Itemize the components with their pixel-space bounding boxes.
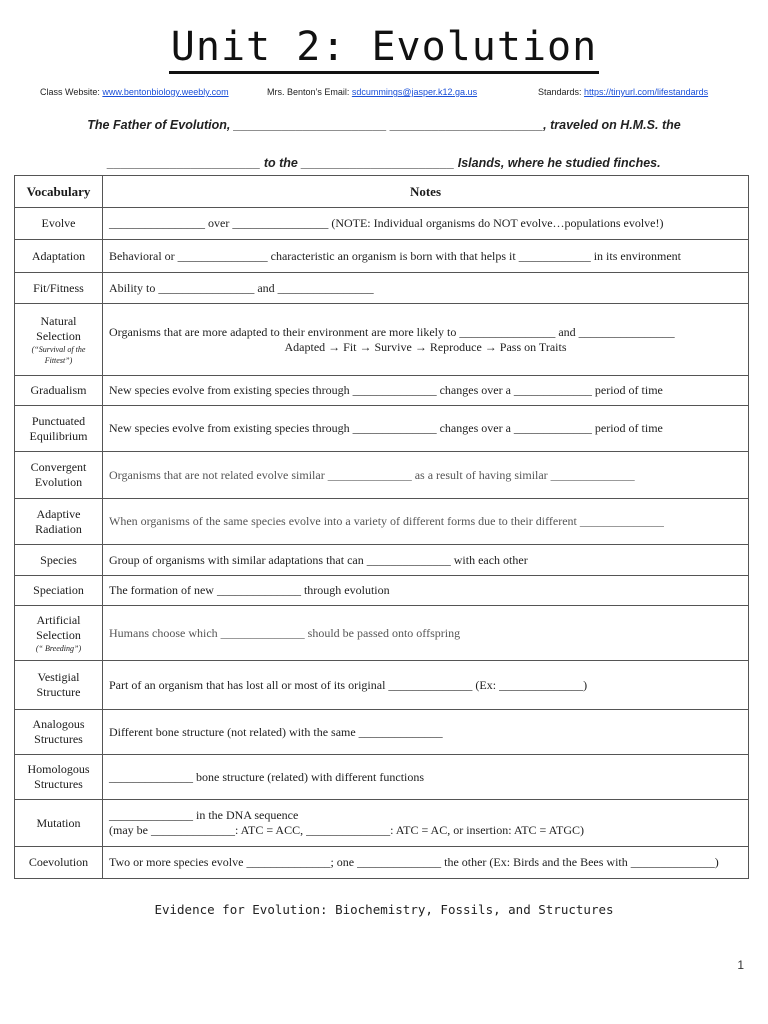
vocab-term-label: Fit/Fitness bbox=[33, 280, 84, 295]
notes-line: Humans choose which ______________ should be passed onto offspring bbox=[109, 625, 461, 640]
notes-line: Part of an organism that has lost all or most of its original ______________ (Ex: ______________) bbox=[109, 677, 588, 692]
table-header-row bbox=[15, 176, 749, 208]
vocabulary-table bbox=[14, 175, 749, 879]
vocab-term-label: Vestigial Structure bbox=[36, 670, 81, 699]
vocab-term bbox=[15, 847, 103, 879]
vocab-notes bbox=[103, 545, 749, 576]
notes-line: Group of organisms with similar adaptations that can ______________ with each other bbox=[109, 552, 528, 567]
table-row bbox=[15, 376, 749, 406]
vocab-term bbox=[15, 499, 103, 545]
vocab-term-label: Analogous Structures bbox=[32, 717, 85, 746]
table-row bbox=[15, 800, 749, 847]
vocab-term-label: Punctuated Equilibrium bbox=[29, 413, 88, 443]
table-row bbox=[15, 240, 749, 273]
notes-line: Behavioral or _______________ characteristic an organism is born with that helps it ____________ in its environment bbox=[109, 248, 682, 263]
website-info bbox=[40, 87, 229, 97]
vocab-term bbox=[15, 304, 103, 376]
standards-link[interactable]: https://tinyurl.com/lifestandards bbox=[584, 87, 709, 97]
table-row bbox=[15, 406, 749, 452]
notes-header: Notes bbox=[103, 176, 749, 208]
table-row bbox=[15, 208, 749, 240]
notes-line: New species evolve from existing species through ______________ changes over a _____________ period of time bbox=[109, 421, 663, 435]
vocab-term bbox=[15, 273, 103, 304]
vocab-notes bbox=[103, 755, 749, 800]
vocab-notes bbox=[103, 576, 749, 606]
vocab-term-subtitle: (“ Breeding”) bbox=[35, 643, 82, 653]
vocab-term-label: Speciation bbox=[33, 583, 84, 597]
vocab-term bbox=[15, 452, 103, 499]
notes-line: ______________ in the DNA sequence bbox=[109, 808, 299, 822]
vocab-term-label: Artificial Selection bbox=[36, 612, 81, 642]
intro-line-1: The Father of Evolution, ______________________ ______________________, traveled on H.M.S. the bbox=[87, 118, 681, 132]
footer-evidence: Evidence for Evolution: Biochemistry, Fossils, and Structures bbox=[154, 902, 614, 917]
table-row bbox=[15, 661, 749, 710]
vocab-term-subtitle: (“Survival of the Fittest”) bbox=[31, 344, 86, 365]
vocab-notes bbox=[103, 847, 749, 879]
vocab-notes bbox=[103, 304, 749, 376]
vocab-term-label: Coevolution bbox=[28, 855, 89, 869]
vocab-notes bbox=[103, 661, 749, 710]
vocab-notes bbox=[103, 710, 749, 755]
email-label: Mrs. Benton’s Email: bbox=[267, 87, 352, 97]
email-info bbox=[267, 87, 477, 97]
vocab-term bbox=[15, 576, 103, 606]
vocab-term bbox=[15, 406, 103, 452]
vocab-term-label: Gradualism bbox=[30, 383, 87, 397]
vocab-term-label: Adaptation bbox=[31, 248, 86, 263]
table-row bbox=[15, 847, 749, 879]
intro-line-2: ______________________ to the ______________________ Islands, where he studied finches. bbox=[107, 156, 661, 170]
vocab-notes bbox=[103, 406, 749, 452]
notes-line: Different bone structure (not related) with the same ______________ bbox=[109, 724, 443, 739]
notes-line: Organisms that are not related evolve similar ______________ as a result of having similar ______________ bbox=[109, 467, 635, 482]
website-label: Class Website: bbox=[40, 87, 103, 97]
notes-line: (may be ______________: ATC = ACC, ______________: ATC = AC, or insertion: ATC = ATGC) bbox=[109, 823, 584, 837]
standards-info bbox=[538, 87, 708, 97]
vocab-term bbox=[15, 661, 103, 710]
notes-line: Two or more species evolve ______________; one ______________ the other (Ex: Birds and the Bees with ______________) bbox=[109, 855, 719, 869]
table-row bbox=[15, 452, 749, 499]
vocab-term bbox=[15, 606, 103, 661]
vocab-term bbox=[15, 800, 103, 847]
table-row bbox=[15, 545, 749, 576]
page-title: Unit 2: Evolution bbox=[0, 24, 768, 74]
table-row bbox=[15, 606, 749, 661]
vocab-term-label: Adaptive Radiation bbox=[35, 506, 82, 536]
table-row bbox=[15, 499, 749, 545]
info-bar bbox=[0, 87, 768, 101]
vocab-term-label: Homologous Structures bbox=[27, 762, 90, 791]
table-row bbox=[15, 710, 749, 755]
email-link[interactable]: sdcummings@jasper.k12.ga.us bbox=[351, 87, 478, 97]
vocab-notes bbox=[103, 499, 749, 545]
vocab-term bbox=[15, 208, 103, 240]
vocab-term bbox=[15, 710, 103, 755]
vocab-term-label: Mutation bbox=[36, 815, 81, 830]
vocab-term bbox=[15, 376, 103, 406]
vocab-term-label: Evolve bbox=[41, 216, 76, 230]
notes-line: Organisms that are more adapted to their environment are more likely to ________________ and ________________ bbox=[109, 324, 675, 339]
vocab-term-label: Species bbox=[40, 552, 77, 567]
notes-line: Ability to ________________ and ________________ bbox=[109, 280, 374, 295]
vocab-notes bbox=[103, 208, 749, 240]
vocab-notes bbox=[103, 376, 749, 406]
vocab-notes bbox=[103, 240, 749, 273]
vocab-notes bbox=[103, 452, 749, 499]
vocabulary-body bbox=[15, 208, 749, 879]
notes-line: ________________ over ________________ (NOTE: Individual organisms do NOT evolve…populations evolve!) bbox=[109, 216, 664, 230]
vocab-notes bbox=[103, 800, 749, 847]
vocab-term-label: Natural Selection bbox=[36, 313, 81, 343]
standards-label: Standards: bbox=[538, 87, 585, 97]
vocab-term bbox=[15, 240, 103, 273]
table-row bbox=[15, 576, 749, 606]
table-row bbox=[15, 273, 749, 304]
vocab-notes bbox=[103, 273, 749, 304]
table-row bbox=[15, 304, 749, 376]
notes-line: New species evolve from existing species through ______________ changes over a _____________ period of time bbox=[109, 383, 663, 397]
vocab-term bbox=[15, 755, 103, 800]
vocab-header: Vocabulary bbox=[15, 176, 103, 208]
notes-line: When organisms of the same species evolve into a variety of different forms due to their different ______________ bbox=[109, 514, 664, 528]
vocab-term-label: Convergent Evolution bbox=[30, 460, 87, 489]
notes-line: ______________ bone structure (related) with different functions bbox=[109, 769, 425, 784]
website-link[interactable]: www.bentonbiology.weebly.com bbox=[102, 87, 229, 97]
table-row bbox=[15, 755, 749, 800]
notes-line: Adapted → Fit → Survive → Reproduce → Pass on Traits bbox=[284, 339, 567, 354]
page-number: 1 bbox=[737, 958, 744, 972]
vocab-notes bbox=[103, 606, 749, 661]
notes-line: The formation of new ______________ through evolution bbox=[109, 583, 390, 597]
vocab-term bbox=[15, 545, 103, 576]
